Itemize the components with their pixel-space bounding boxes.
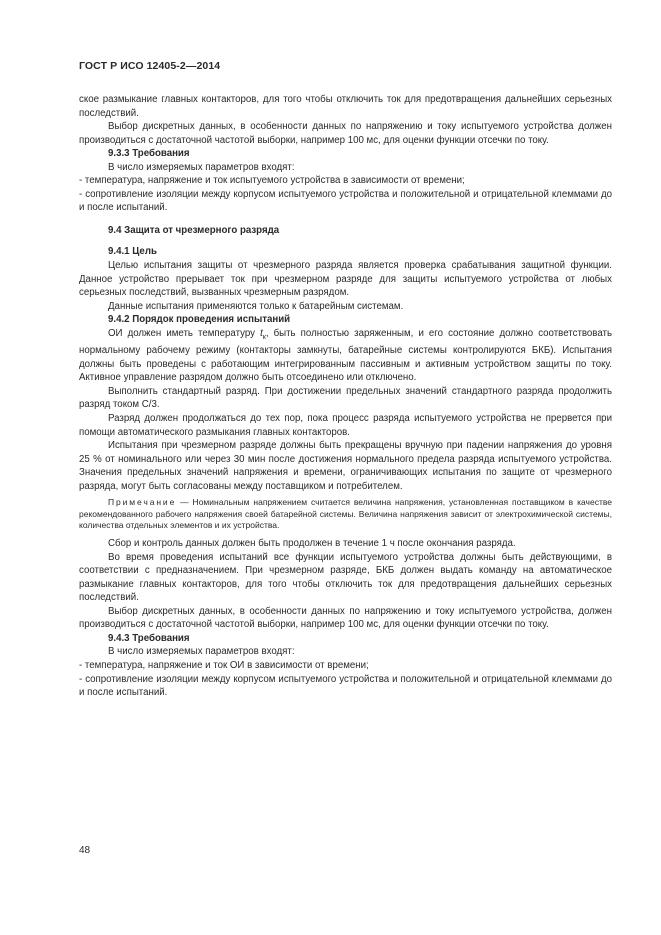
list-item: - сопротивление изоляции между корпусом испытуемого устройства и положительной и отрицательной клеммами до и после испытаний. [79,188,612,214]
paragraph: Данные испытания применяются только к батарейным системам. [108,300,404,312]
symbol-subscript: к [262,333,266,341]
paragraph: Выбор дискретных данных, в особенности данных по напряжению и току испытуемого устройства, должен производиться с достаточной частотой выборки, например 100 мс, для оценки функции отсечки по току. [79,605,612,631]
page-number: 48 [79,845,91,856]
list-item: - температура, напряжение и ток испытуемого устройства в зависимости от времени; [79,175,465,187]
text-run: ОИ должен иметь температуру [108,327,261,339]
paragraph: Выполнить стандартный разряд. При достижении предельных значений стандартного разряда продолжить разряд током С/3. [79,385,612,411]
paragraph: Сбор и контроль данных должен быть продолжен в течение 1 ч после окончания разряда. [108,538,516,550]
list-item: - температура, напряжение и ток ОИ в зависимости от времени; [79,659,369,671]
note-text: — Номинальным напряжением считается величина напряжения, установленная поставщиком в качестве рекомендованного рабочего напряжения своей батарейной системы. Величина напряжения зависит от электрохимической системы, количества отдельных элементов и их устройства. [79,497,612,531]
paragraph: В число измеряемых параметров входят: [108,161,295,173]
text-run: , быть полностью заряженным, и его состояние должно соответствовать нормальному рабочему режиму (контакторы замкнуты, батарейные системы контролируются БКБ). Испытания должны быть проведены с работающим интегрированным пассивным и активным устройством защиты по току. Активное управление разрядом должно быть отсоединено или отключено. [79,327,612,384]
paragraph: Испытания при чрезмерном разряде должны быть прекращены вручную при падении напряжения до уровня 25 % от номинального или через 30 мин после достижения нормального предела разряда испытуемого устройства. Значения предельных значений напряжения и времени, ограничивающих испытания по защите от чрезмерного разряда, могут быть согласованы между поставщиком и потребителем. [79,440,612,492]
note [79,497,612,532]
subsection-heading-9-3-3: 9.3.3 Требования [108,148,190,160]
document-header: ГОСТ Р ИСО 12405-2—2014 [79,60,221,72]
paragraph: ское размыкание главных контакторов, для того чтобы отключить ток для предотвращения дальнейших серьезных последствий. [79,94,612,119]
paragraph [79,327,612,385]
paragraph: Во время проведения испытаний все функции испытуемого устройства должны быть действующими, в соответствии с предназначением. При чрезмерном разряде, БКБ должен выдать команду на автоматическое размыкание главных контакторов, для того чтобы отключить ток для предотвращения дальнейших серьезных последствий. [79,551,612,604]
paragraph: Целью испытания защиты от чрезмерного разряда является проверка срабатывания защитной функции. Данное устройство прерывает ток при чрезмерном разряде для защиты испытуемого устройства от любых серьезных последствий, вызванных чрезмерным разрядом. [79,260,612,299]
paragraph: Выбор дискретных данных, в особенности данных по напряжению и току испытуемого устройства должен производиться с достаточной частотой выборки, например 100 мс, для оценки функции отсечки по току. [79,121,612,146]
subsection-heading-9-4-3: 9.4.3 Требования [108,632,190,644]
document-body [79,93,612,700]
paragraph: Разряд должен продолжаться до тех пор, пока процесс разряда испытуемого устройства не прервется при помощи автоматического размыкания главных контакторов. [79,412,612,438]
list-item: - сопротивление изоляции между корпусом испытуемого устройства и положительной и отрицательной клеммами до и после испытаний. [79,673,612,699]
subsection-heading-9-4-1: 9.4.1 Цель [108,246,157,258]
section-heading-9-4: 9.4 Защита от чрезмерного разряда [108,224,280,236]
subsection-heading-9-4-2: 9.4.2 Порядок проведения испытаний [108,314,291,326]
note-label: Примечание [108,497,177,508]
paragraph: В число измеряемых параметров входят: [108,646,295,658]
symbol-t: t [260,327,263,339]
